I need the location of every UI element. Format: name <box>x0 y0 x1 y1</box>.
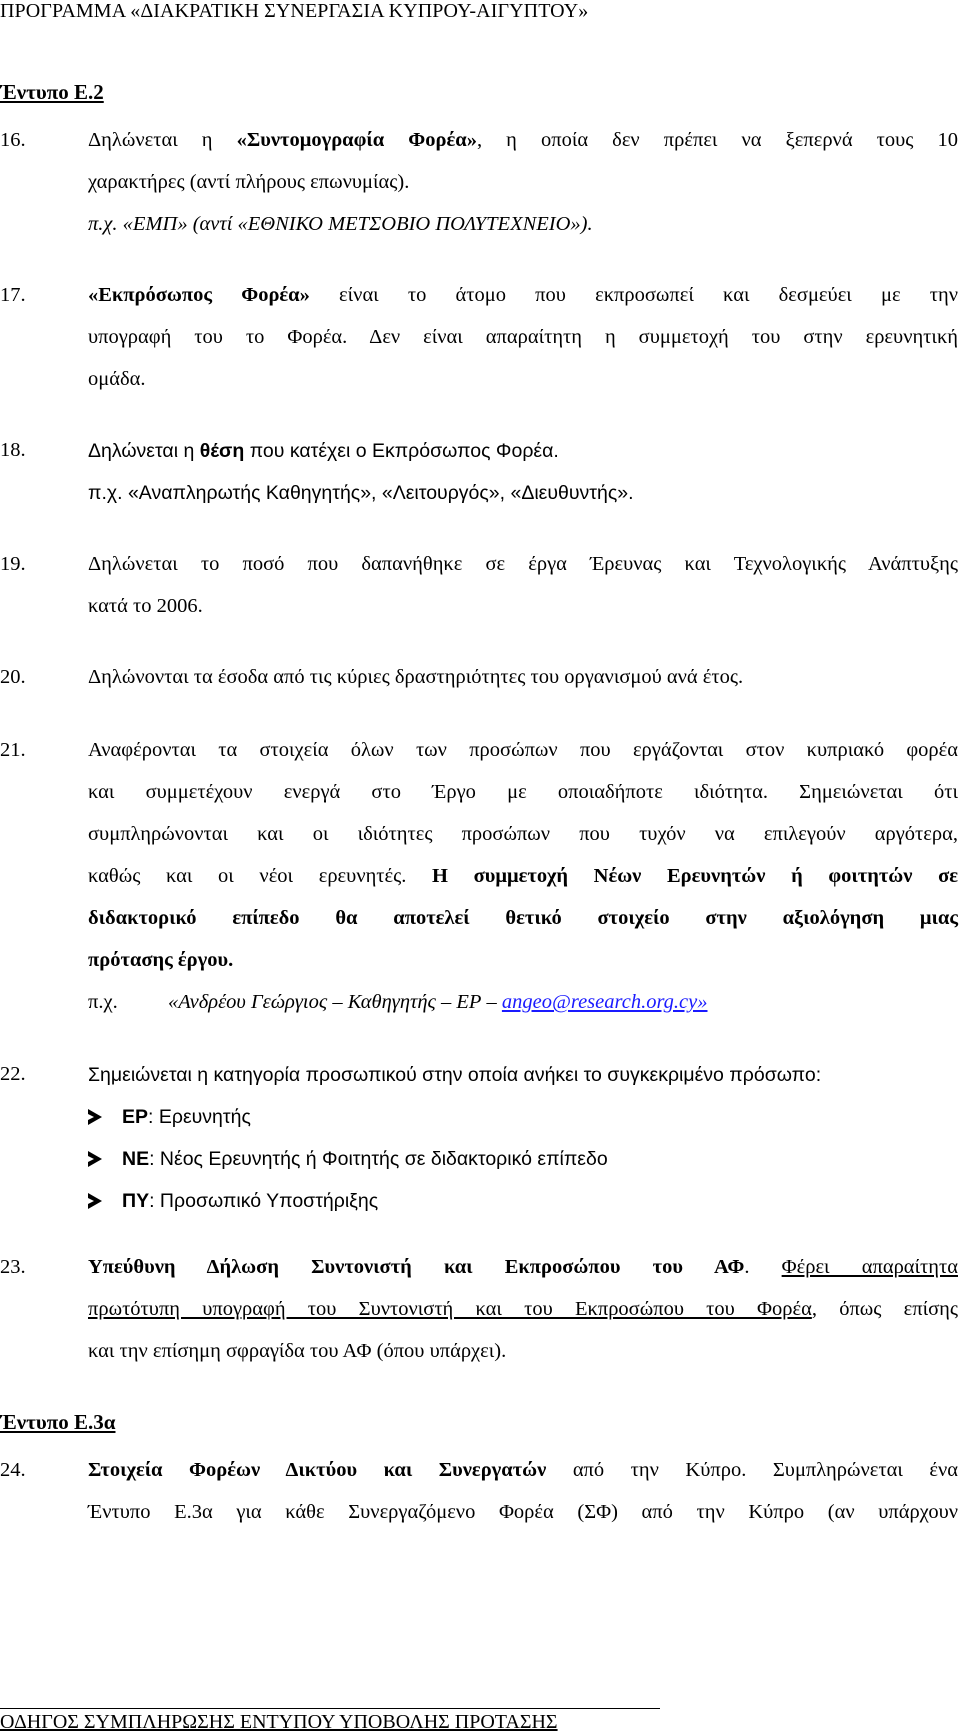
list-item: ΝΕ: Νέος Ερευνητής ή Φοιτητής σε διδακτορικό επίπεδο <box>88 1147 608 1171</box>
example-line: «Ανδρέου Γεώργιος – Καθηγητής – ΕΡ – angeo@research.org.cy» <box>168 991 708 1013</box>
item-line: πρότασης έργου. <box>88 949 234 971</box>
item-line: Σημειώνεται η κατηγορία προσωπικού στην οποία ανήκει το συγκεκριμένο πρόσωπο: <box>88 1064 822 1086</box>
item-line: καθώς και οι νέοι ερευνητές. Η συμμετοχή Νέων Ερευνητών ή φοιτητών σε <box>88 865 958 887</box>
item-line: και την επίσημη σφραγίδα του ΑΦ (όπου υπάρχει). <box>88 1340 507 1362</box>
item-line: Δηλώνονται τα έσοδα από τις κύριες δραστηριότητες του οργανισμού ανά έτος. <box>88 666 744 688</box>
item-line: και συμμετέχουν ενεργά στο Έργο με οποιαδήποτε ιδιότητα. Σημειώνεται ότι <box>88 781 958 803</box>
item-line: «Εκπρόσωπος Φορέα» είναι το άτομο που εκπροσωπεί και δεσμεύει με την <box>88 284 958 306</box>
arrow-bullet-icon <box>88 1151 102 1167</box>
example-line: π.χ. «Αναπληρωτής Καθηγητής», «Λειτουργός», «Διευθυντής». <box>88 482 634 504</box>
item-line: Δηλώνεται η θέση που κατέχει ο Εκπρόσωπος Φορέα. <box>88 440 559 462</box>
page-footer: ΟΔΗΓΟΣ ΣΥΜΠΛΗΡΩΣΗΣ ΕΝΤΥΠΟΥ ΥΠΟΒΟΛΗΣ ΠΡΟΤΑΣΗΣ <box>0 1708 660 1734</box>
list-item: ΕΡ: Ερευνητής <box>88 1105 251 1129</box>
email-link[interactable]: angeo@research.org.cy» <box>501 991 708 1013</box>
item-number: 19. <box>0 553 26 575</box>
example-line: π.χ. «ΕΜΠ» (αντί «ΕΘΝΙΚΟ ΜΕΤΣΟΒΙΟ ΠΟΛΥΤΕΧΝΕΙΟ»). <box>88 213 593 235</box>
item-line: υπογραφή του το Φορέα. Δεν είναι απαραίτητη η συμμετοχή του στην ερευνητική <box>88 326 958 348</box>
item-line: Δηλώνεται η «Συντομογραφία Φορέα», η οποία δεν πρέπει να ξεπερνά τους 10 <box>88 129 958 151</box>
item-number: 21. <box>0 739 26 761</box>
item-number: 23. <box>0 1256 26 1278</box>
item-line: πρωτότυπη υπογραφή του Συντονιστή και του Εκπροσώπου του Φορέα, όπως επίσης <box>88 1298 958 1320</box>
page-header: ΠΡΟΓΡΑΜΜΑ «ΔΙΑΚΡΑΤΙΚΗ ΣΥΝΕΡΓΑΣΙΑ ΚΥΠΡΟΥ-ΑΙΓΥΠΤΟΥ» <box>0 0 589 22</box>
item-line: συμπληρώνονται και οι ιδιότητες προσώπων που τυχόν να επιλεγούν αργότερα, <box>88 823 958 845</box>
form-e2-title: Έντυπο Ε.2 <box>0 80 104 104</box>
item-number: 16. <box>0 129 26 151</box>
item-line: Έντυπο Ε.3α για κάθε Συνεργαζόμενο Φορέα (ΣΦ) από την Κύπρο (αν υπάρχουν <box>88 1501 958 1523</box>
item-number: 20. <box>0 666 26 688</box>
item-line: κατά το 2006. <box>88 595 203 617</box>
arrow-bullet-icon <box>88 1109 102 1125</box>
arrow-bullet-icon <box>88 1193 102 1209</box>
example-label: π.χ. <box>88 991 118 1013</box>
form-e3a-title: Έντυπο Ε.3α <box>0 1410 116 1434</box>
item-number: 18. <box>0 439 26 461</box>
item-line: Στοιχεία Φορέων Δικτύου και Συνεργατών από την Κύπρο. Συμπληρώνεται ένα <box>88 1459 958 1481</box>
list-item: ΠΥ: Προσωπικό Υποστήριξης <box>88 1189 378 1213</box>
item-line: Υπεύθυνη Δήλωση Συντονιστή και Εκπροσώπου του ΑΦ. Φέρει απαραίτητα <box>88 1256 958 1278</box>
item-line: Αναφέρονται τα στοιχεία όλων των προσώπων που εργάζονται στον κυπριακό φορέα <box>88 739 958 761</box>
item-line: ομάδα. <box>88 368 146 390</box>
item-number: 24. <box>0 1459 26 1481</box>
item-number: 22. <box>0 1063 26 1085</box>
item-line: διδακτορικό επίπεδο θα αποτελεί θετικό στοιχείο στην αξιολόγηση μιας <box>88 907 958 929</box>
item-line: χαρακτήρες (αντί πλήρους επωνυμίας). <box>88 171 410 193</box>
item-number: 17. <box>0 284 26 306</box>
item-line: Δηλώνεται το ποσό που δαπανήθηκε σε έργα Έρευνας και Τεχνολογικής Ανάπτυξης <box>88 553 958 575</box>
